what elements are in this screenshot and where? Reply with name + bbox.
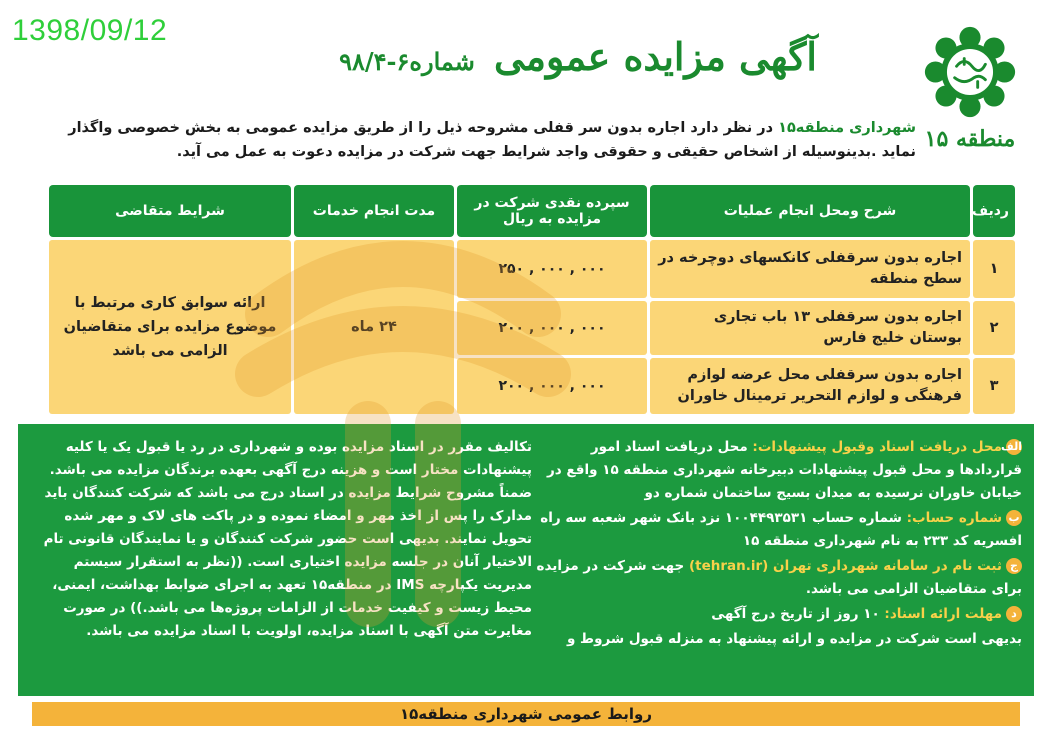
header-deposit: سپرده نقدی شرکت در مزایده به ریال [457, 185, 647, 237]
row-number: ۱ [973, 240, 1015, 298]
item-badge: ج [1006, 558, 1022, 574]
info-panel [18, 424, 1034, 696]
row-number: ۲ [973, 301, 1015, 355]
notice-title-area [268, 34, 888, 104]
header-conditions: شرایط متقاضی [49, 185, 291, 237]
info-item [534, 628, 1022, 651]
info-item [534, 603, 1022, 626]
item-text: محل دریافت اسناد امور قراردادها و محل قبول پیشنهادات دبیرخانه شهرداری منطقه ۱۵ واقع در خیابان خاوران نرسیده به میدان بسیج ساختمان شماره دو [547, 439, 1022, 501]
row-number: ۳ [973, 358, 1015, 414]
lots-table-wrap [46, 182, 1018, 410]
row-deposit: ۲۰۰ , ۰۰۰ , ۰۰۰ [457, 301, 647, 355]
info-left-column: تکالیف مقرر در اسناد مزایده بوده و شهرداری در رد یا قبول یک یا کلیه پیشنهادات مختار است و هزینه درج آگهی بعهده برندگان مزایده می باشد. ضمناً مشروح شرایط مزایده در اسناد درج می باشد که شرکت کنندگان باید مدارک را پس از اخذ مهر و امضاء نموده و در پاکت های لاک و مهر شده تحویل نمایند. بدیهی است حضور شرکت کنندگان و یا نمایندگان قانونی تام الاختیار آنان در جلسه مزایده اختیاری است. ((نظر به استقرار سیستم مدیریت یکپارچه IMS در منطقه۱۵ تعهد به اجرای ضوابط بهداشت، ایمنی، محیط زیست و کیفیت خدمات از الزامات پروژه‌ها می باشد.)) در صورت مغایرت متن آگهی با اسناد مزایده، اولویت با اسناد مزایده می باشد. [43, 439, 532, 639]
table-header-row [49, 185, 1015, 237]
lots-table [46, 182, 1018, 417]
auction-notice [18, 14, 1034, 726]
row-deposit: ۲۵۰ , ۰۰۰ , ۰۰۰ [457, 240, 647, 298]
info-item [534, 555, 1022, 601]
item-badge: د [1006, 606, 1022, 622]
notice-number: شماره۶-۹۸/۴ [339, 47, 475, 76]
footer-bar: روابط عمومی شهرداری منطقه۱۵ [32, 702, 1020, 726]
municipality-logo [918, 24, 1022, 174]
intro-text: در نظر دارد اجاره بدون سر قفلی مشروحه ذیل را از طریق مزایده عمومی به بخش خصوصی واگذار نماید .بدینوسیله از اشخاص حقیقی و حقوقی واجد شرایط جهت شرکت در مزایده دعوت به عمل می آید. [68, 120, 916, 160]
notice-title: آگهی مزایده عمومی [493, 34, 817, 79]
header-row-number: ردیف [973, 185, 1015, 237]
item-text: جهت شرکت در مزایده برای متقاضیان الزامی می باشد. [536, 558, 1022, 597]
date-stamp: 1398/09/12 [12, 14, 168, 47]
info-item [534, 436, 1022, 505]
info-item [534, 507, 1022, 553]
duration-cell: ۲۴ ماه [294, 240, 454, 414]
row-deposit: ۲۰۰ , ۰۰۰ , ۰۰۰ [457, 358, 647, 414]
tehran-municipality-emblem-icon [922, 24, 1018, 120]
row-description: اجاره بدون سرقفلی ۱۳ باب تجاری بوستان خلیج فارس [650, 301, 970, 355]
row-description: اجاره بدون سرقفلی محل عرضه لوازم فرهنگی و لوازم التحریر ترمینال خاوران [650, 358, 970, 414]
intro-paragraph [36, 116, 916, 164]
intro-org: شهرداری منطقه۱۵ [778, 120, 916, 136]
item-text: بدیهی است شرکت در مزایده و ارائه پیشنهاد به منزله قبول شروط و [566, 631, 1022, 647]
region-label: منطقه ۱۵ [924, 126, 1016, 152]
info-right-column [534, 436, 1022, 653]
item-badge: ب [1006, 510, 1022, 526]
header-duration: مدت انجام خدمات [294, 185, 454, 237]
item-badge: الف [1000, 440, 1022, 453]
item-title: شماره حساب: [906, 510, 1002, 526]
item-title: ثبت نام در سامانه شهرداری تهران (tehran.ir) [688, 558, 1002, 574]
table-row [49, 240, 1015, 298]
row-description: اجاره بدون سرقفلی کانکسهای دوچرخه در سطح منطقه [650, 240, 970, 298]
item-title: مهلت ارائه اسناد: [884, 606, 1002, 622]
item-text: شماره حساب ۱۰۰۴۴۹۳۵۳۱ نزد بانک شهر شعبه سه راه افسریه کد ۲۳۳ به نام شهرداری منطقه ۱۵ [540, 510, 1022, 549]
conditions-cell: ارائه سوابق کاری مرتبط با موضوع مزایده برای متقاضیان الزامی می باشد [49, 240, 291, 414]
header-description: شرح ومحل انجام عملیات [650, 185, 970, 237]
item-text: ۱۰ روز از تاریخ درج آگهی [711, 606, 885, 622]
item-title: محل دریافت اسناد وقبول پیشنهادات: [752, 439, 1002, 455]
